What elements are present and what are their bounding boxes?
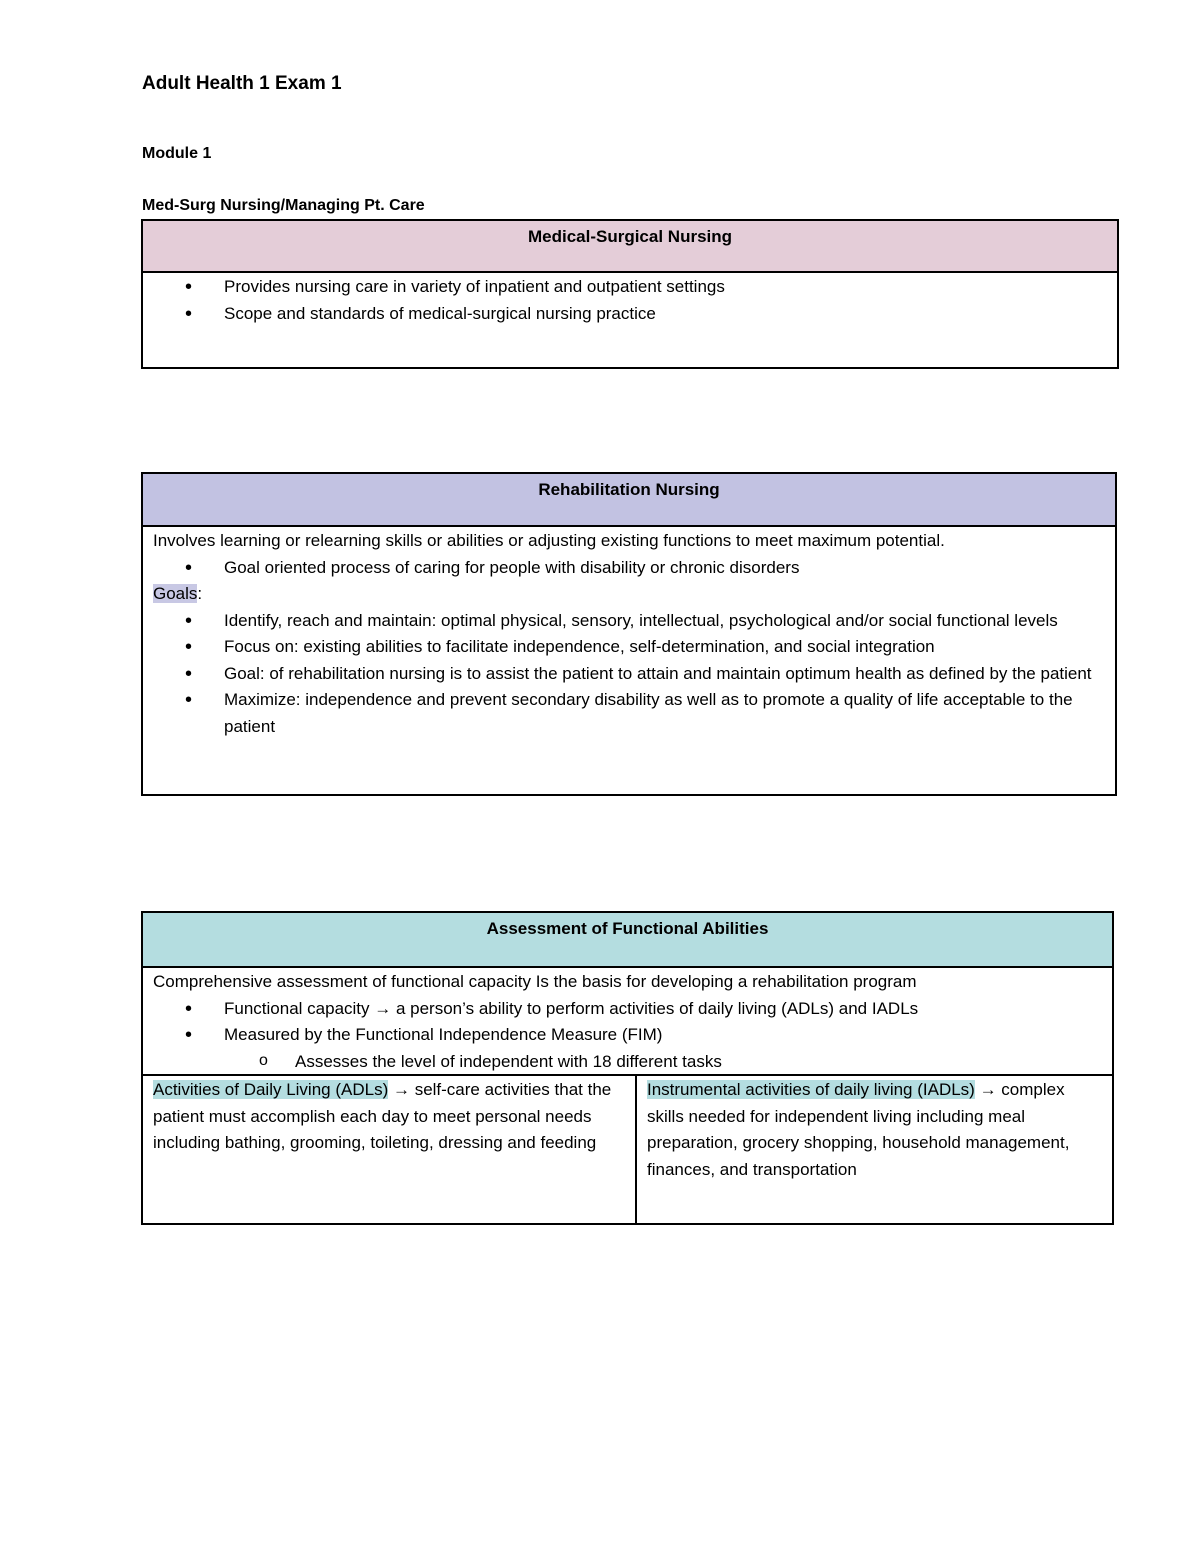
document-title: Adult Health 1 Exam 1: [142, 73, 342, 94]
med-surg-bullet-list: [153, 274, 1107, 327]
assessment-header: [143, 913, 1112, 968]
goals-label: Goals: [153, 584, 198, 603]
list-item: • Goal: of rehabilitation nursing is to assist the patient to attain and maintain optimum health as defined by the patient: [153, 661, 1105, 688]
list-item: o Assesses the level of independent with 18 different tasks: [153, 1049, 1102, 1076]
list-item: • Functional capacity → a person’s ability to perform activities of daily living (ADLs) and IADLs: [153, 996, 1102, 1023]
rehab-header-text: Rehabilitation Nursing: [538, 480, 720, 499]
adl-term: Activities of Daily Living (ADLs): [153, 1080, 389, 1099]
module-heading: Module 1: [142, 145, 212, 162]
adl-definition: → self-care activities that the patient must accomplish each day to meet personal needs including bathing, grooming, toileting, dressing and feeding: [153, 1080, 612, 1152]
med-surg-header: [143, 221, 1117, 273]
list-item: • Goal oriented process of caring for people with disability or chronic disorders: [153, 555, 1105, 582]
assessment-header-text: Assessment of Functional Abilities: [486, 919, 769, 938]
rehab-header: [143, 474, 1115, 527]
list-item: [153, 1022, 1102, 1049]
assessment-bullet-list: [153, 996, 1102, 1049]
rehab-bullet-list: [153, 555, 1105, 582]
med-surg-body: [143, 273, 1117, 327]
rehab-body: [143, 527, 1115, 740]
iadl-definition: → complex skills needed for independent living including meal preparation, grocery shopping, household management, finances, and transportation: [647, 1080, 1070, 1179]
rehab-intro: Involves learning or relearning skills or abilities or adjusting existing functions to meet maximum potential.: [153, 531, 945, 550]
adl-cell: [143, 1076, 637, 1225]
assessment-intro: Comprehensive assessment of functional capacity Is the basis for developing a rehabilitation program: [153, 972, 917, 991]
med-surg-box: [141, 219, 1119, 369]
goals-colon: :: [197, 584, 203, 603]
assessment-body: [143, 968, 1112, 1076]
fim-bullet-text: Measured by the Functional Independence Measure (FIM): [224, 1025, 663, 1044]
goals-bullet-list: [153, 608, 1105, 741]
section-heading: Med-Surg Nursing/Managing Pt. Care: [142, 197, 425, 214]
iadl-term: Instrumental activities of daily living (IADLs): [647, 1080, 975, 1099]
list-item: • Provides nursing care in variety of inpatient and outpatient settings: [153, 274, 1107, 301]
goals-line: [153, 581, 1105, 608]
list-item: • Scope and standards of medical-surgical nursing practice: [153, 301, 1107, 328]
rehab-box: [141, 472, 1117, 796]
list-item: • Maximize: independence and prevent secondary disability as well as to promote a quality of life acceptable to the patient: [153, 687, 1105, 740]
med-surg-header-text: Medical-Surgical Nursing: [527, 227, 733, 246]
list-item: • Identify, reach and maintain: optimal physical, sensory, intellectual, psychological and/or social functional levels: [153, 608, 1105, 635]
assessment-box: [141, 911, 1114, 1225]
list-item: • Focus on: existing abilities to facilitate independence, self-determination, and social integration: [153, 634, 1105, 661]
iadl-cell: [637, 1076, 1112, 1225]
assessment-sub-list: [153, 1049, 1102, 1076]
adl-iadl-table: [143, 1076, 1112, 1225]
